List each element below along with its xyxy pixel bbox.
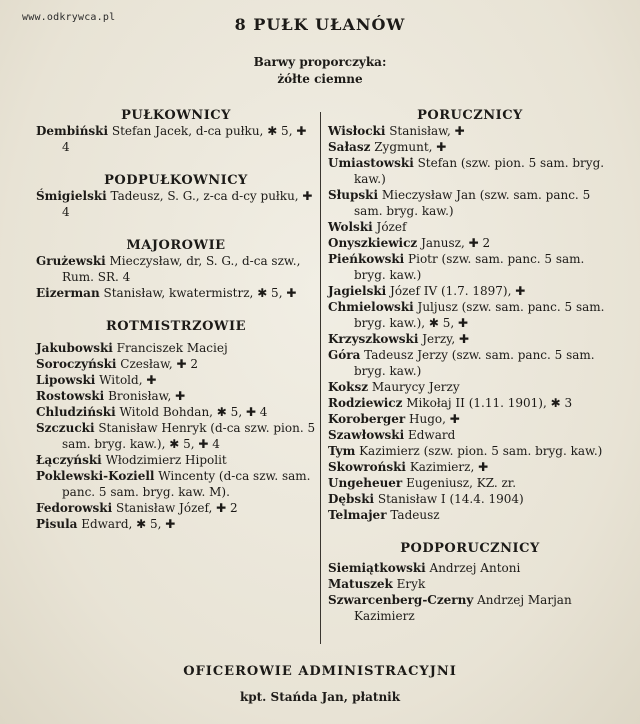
entry-surname: Matuszek <box>328 577 393 591</box>
entry-row <box>328 395 612 411</box>
entry-row <box>36 372 316 388</box>
section-heading-porucznicy: PORUCZNICY <box>417 108 523 123</box>
entry-surname: Lipowski <box>36 373 96 387</box>
entry-row <box>36 500 316 516</box>
entry-surname: Jagielski <box>328 284 387 298</box>
entry-row <box>36 452 316 468</box>
column-divider <box>320 112 321 644</box>
entry-details: Włodzimierz Hipolit <box>101 453 227 467</box>
entry-surname: Dembiński <box>36 124 109 138</box>
entry-details: Eugeniusz, KZ. zr. <box>402 476 517 490</box>
colors-label: Barwy proporczyka: <box>253 55 387 69</box>
entry-row <box>36 285 316 301</box>
entry-surname: Sałasz <box>328 140 371 154</box>
entry-surname: Rodziewicz <box>328 396 403 410</box>
entry-row <box>36 123 316 155</box>
entry-surname: Ungeheuer <box>328 476 403 490</box>
section-heading-podporucznicy: PODPORUCZNICY <box>400 541 540 556</box>
entry-surname: Śmigielski <box>36 189 107 203</box>
entry-surname: Grużewski <box>36 254 106 268</box>
entry-details: Franciszek Maciej <box>112 341 228 355</box>
entry-details: Wincenty (d-ca szw. sam. panc. 5 sam. bryg. kaw. M). <box>62 469 311 499</box>
left-column <box>36 108 316 532</box>
entry-row <box>328 507 612 523</box>
colors-value: żółte ciemne <box>277 72 363 86</box>
watermark-url[interactable]: www.odkrywca.pl <box>22 12 116 23</box>
entry-surname: Eizerman <box>36 286 100 300</box>
entry-row <box>328 331 612 347</box>
section-heading-podpulkownicy: PODPUŁKOWNICY <box>104 173 248 188</box>
entry-row <box>36 253 316 285</box>
entry-details: Tadeusz Jerzy (szw. sam. panc. 5 sam. bryg. kaw.) <box>354 348 595 378</box>
entry-row <box>328 427 612 443</box>
entry-details: Tadeusz <box>386 508 440 522</box>
entry-surname: Poklewski-Koziell <box>36 469 155 483</box>
entry-row <box>328 491 612 507</box>
section-heading-pulkownicy: PUŁKOWNICY <box>121 108 231 123</box>
entry-row <box>328 235 612 251</box>
page-title: 8 PUŁK UŁANÓW <box>234 15 406 34</box>
entry-row <box>328 187 612 219</box>
entry-details: Bronisław, ✚ <box>104 389 186 403</box>
entry-row <box>328 123 612 139</box>
entry-details: Stanisław, ✚ <box>385 124 465 138</box>
entry-surname: Krzyszkowski <box>328 332 419 346</box>
entry-row <box>36 516 316 532</box>
entry-surname: Telmajer <box>328 508 387 522</box>
entry-surname: Chludziński <box>36 405 116 419</box>
entry-details: Kazimierz (szw. pion. 5 sam. bryg. kaw.) <box>355 444 603 458</box>
right-column <box>328 108 612 624</box>
entry-details: Stefan Jacek, d-ca pułku, ✱ 5, ✚ 4 <box>62 124 307 154</box>
entry-surname: Koksz <box>328 380 369 394</box>
entry-details: Jerzy, ✚ <box>418 332 470 346</box>
entry-details: Zygmunt, ✚ <box>370 140 447 154</box>
entry-details: Stanisław I (14.4. 1904) <box>374 492 524 506</box>
entry-row <box>328 592 612 624</box>
entry-row <box>36 340 316 356</box>
entry-row <box>328 411 612 427</box>
entry-row <box>328 443 612 459</box>
entry-surname: Tym <box>328 444 356 458</box>
entry-details: Józef IV (1.7. 1897), ✚ <box>386 284 526 298</box>
entry-details: Stanisław Józef, ✚ 2 <box>112 501 238 515</box>
entry-row <box>36 468 316 500</box>
entry-surname: Szawłowski <box>328 428 405 442</box>
section-heading-oficerowie-administracyjni: OFICEROWIE ADMINISTRACYJNI <box>183 664 457 679</box>
entry-details: Mieczysław Jan (szw. sam. panc. 5 sam. bryg. kaw.) <box>354 188 591 218</box>
entry-surname: Jakubowski <box>36 341 113 355</box>
entry-row <box>328 576 612 592</box>
entry-row <box>328 139 612 155</box>
entry-row <box>36 356 316 372</box>
entry-row <box>328 379 612 395</box>
entry-details: Mikołaj II (1.11. 1901), ✱ 3 <box>402 396 573 410</box>
entry-surname: Siemiątkowski <box>328 561 426 575</box>
entry-row <box>328 475 612 491</box>
entry-row <box>328 251 612 283</box>
entry-details: Maurycy Jerzy <box>368 380 460 394</box>
entry-details: Witold, ✚ <box>95 373 157 387</box>
entry-surname: Soroczyński <box>36 357 117 371</box>
entry-details: Kazimierz, ✚ <box>406 460 489 474</box>
entry-details: Witold Bohdan, ✱ 5, ✚ 4 <box>115 405 268 419</box>
entry-row <box>36 388 316 404</box>
entry-details: Edward, ✱ 5, ✚ <box>77 517 176 531</box>
entry-details: Stanisław, kwatermistrz, ✱ 5, ✚ <box>99 286 297 300</box>
entry-row <box>328 347 612 379</box>
entry-details: Stanisław Henryk (d-ca szw. pion. 5 sam. bryg. kaw.), ✱ 5, ✚ 4 <box>62 421 316 451</box>
entry-row <box>328 283 612 299</box>
entry-details: Andrzej Antoni <box>425 561 521 575</box>
entry-details: Andrzej Marjan Kazimierz <box>354 593 572 623</box>
entry-surname: Chmielowski <box>328 300 414 314</box>
entry-details: Czesław, ✚ 2 <box>116 357 199 371</box>
entry-details: Stefan (szw. pion. 5 sam. bryg. kaw.) <box>354 156 605 186</box>
section-heading-majorowie: MAJOROWIE <box>126 238 226 253</box>
entry-row <box>328 155 612 187</box>
entry-details: Hugo, ✚ <box>405 412 460 426</box>
entry-row <box>328 299 612 331</box>
entry-surname: Koroberger <box>328 412 406 426</box>
entry-details: Juljusz (szw. sam. panc. 5 sam. bryg. kaw.), ✱ 5, ✚ <box>354 300 605 330</box>
entry-surname: Wisłocki <box>328 124 386 138</box>
entry-row <box>36 420 316 452</box>
entry-surname: Szwarcenberg-Czerny <box>328 593 474 607</box>
entry-details: Edward <box>404 428 456 442</box>
entry-row <box>36 188 316 220</box>
entry-details: Mieczysław, dr, S. G., d-ca szw., Rum. SR. 4 <box>62 254 301 284</box>
entry-row <box>328 560 612 576</box>
entry-surname: Dębski <box>328 492 375 506</box>
entry-details: Józef <box>372 220 407 234</box>
entry-row <box>328 459 612 475</box>
entry-details: Piotr (szw. sam. panc. 5 sam. bryg. kaw.) <box>354 252 585 282</box>
entry-details: Eryk <box>392 577 426 591</box>
entry-surname: Słupski <box>328 188 379 202</box>
entry-details: Tadeusz, S. G., z-ca d-cy pułku, ✚ 4 <box>62 189 313 219</box>
entry-surname: Szczucki <box>36 421 95 435</box>
entry-surname: Onyszkiewicz <box>328 236 418 250</box>
entry-surname: Skowroński <box>328 460 406 474</box>
entry-surname: Góra <box>328 348 361 362</box>
entry-surname: Pieńkowski <box>328 252 405 266</box>
entry-surname: Pisula <box>36 517 78 531</box>
entry-surname: Fedorowski <box>36 501 113 515</box>
entry-row: kpt. Stańda Jan, płatnik <box>239 690 401 704</box>
section-heading-rotmistrzowie: ROTMISTRZOWIE <box>105 319 247 334</box>
entry-details: Janusz, ✚ 2 <box>417 236 491 250</box>
entry-surname: Umiastowski <box>328 156 414 170</box>
entry-row <box>36 404 316 420</box>
entry-row <box>328 219 612 235</box>
entry-surname: Wolski <box>328 220 373 234</box>
entry-surname: Łączyński <box>36 453 102 467</box>
entry-surname: Rostowski <box>36 389 105 403</box>
